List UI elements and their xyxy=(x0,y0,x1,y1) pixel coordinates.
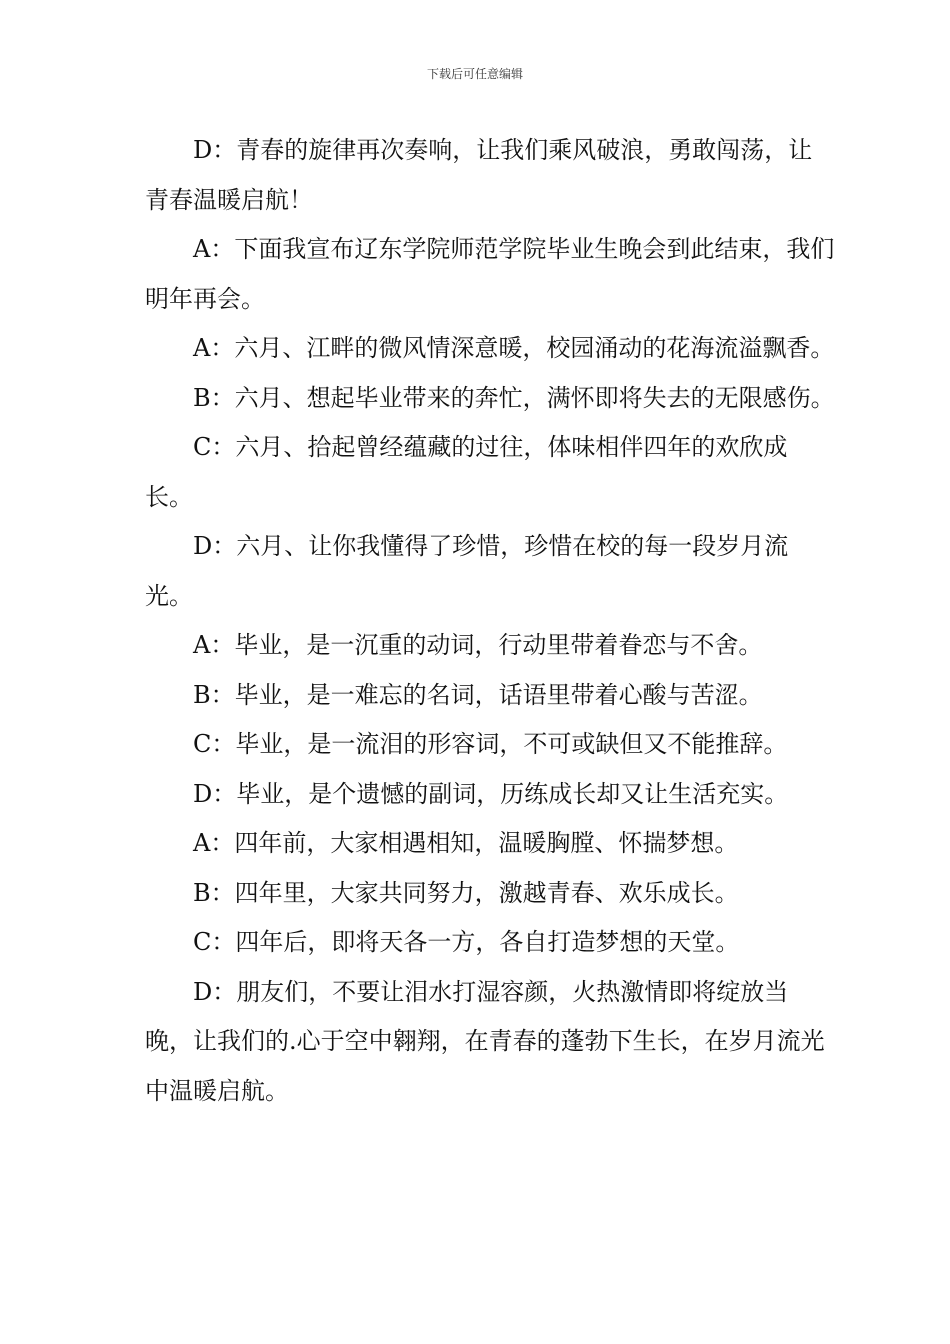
paragraph: B：四年里，大家共同努力，激越青春、欢乐成长。 xyxy=(193,878,739,907)
paragraph: A：四年前，大家相遇相知，温暖胸膛、怀揣梦想。 xyxy=(193,829,739,857)
paragraph: D：青春的旋律再次奏响，让我们乘风破浪，勇敢闯荡，让青春温暖启航！ xyxy=(145,136,813,214)
paragraph: C：四年后，即将天各一方，各自打造梦想的天堂。 xyxy=(193,928,740,956)
paragraph: A：六月、江畔的微风情深意暖，校园涌动的花海流溢飘香。 xyxy=(193,334,835,362)
paragraph: D：六月、让你我懂得了珍惜，珍惜在校的每一段岁月流光。 xyxy=(145,532,789,610)
paragraph: B：六月、想起毕业带来的奔忙，满怀即将失去的无限感伤。 xyxy=(193,383,835,412)
document-body xyxy=(145,126,835,1116)
page-header: 下载后可任意编辑 xyxy=(426,67,523,81)
paragraph: D：毕业，是个遗憾的副词，历练成长却又让生活充实。 xyxy=(193,779,789,808)
paragraph: B：毕业，是一难忘的名词，话语里带着心酸与苦涩。 xyxy=(193,680,763,709)
paragraph: C：毕业，是一流泪的形容词，不可或缺但又不能推辞。 xyxy=(193,730,788,758)
paragraph: D：朋友们，不要让泪水打湿容颜，火热激情即将绽放当晚，让我们的.心于空中翱翔，在青春的蓬勃下生长，在岁月流光中温暖启航。 xyxy=(145,977,825,1105)
paragraph: C：六月、拾起曾经蕴藏的过往，体味相伴四年的欢欣成长。 xyxy=(145,433,788,511)
paragraph: A：毕业，是一沉重的动词，行动里带着眷恋与不舍。 xyxy=(193,631,763,659)
paragraph: A：下面我宣布辽东学院师范学院毕业生晚会到此结束，我们明年再会。 xyxy=(145,235,835,313)
